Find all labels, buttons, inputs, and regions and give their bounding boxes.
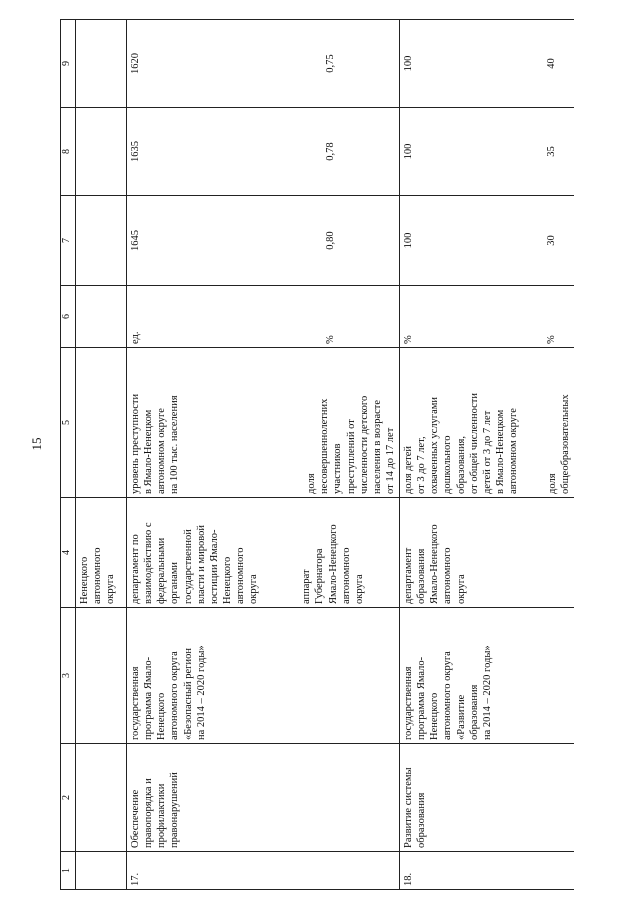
executor-primary: департамент по взаимодействию с федеральными органами государственной власти и мировой юстиции Ямало- Ненецкого автономного округа	[130, 522, 260, 604]
table-row-continuation	[76, 20, 127, 890]
value-8b: 35	[545, 146, 557, 157]
col-header-5: 5	[61, 348, 76, 498]
cell-num: 17.	[127, 852, 400, 890]
value-7a: 100	[403, 232, 414, 249]
cell-indicator	[400, 348, 575, 498]
cell-executor: департамент образования Ямало-Ненецкого автономного округа	[400, 498, 575, 608]
unit-b: %	[324, 335, 336, 344]
cell-goal: Развитие системы образования	[400, 744, 575, 852]
cell-executor	[127, 498, 400, 608]
col-header-6: 6	[61, 286, 76, 348]
table-row-18	[400, 20, 575, 890]
col-header-7: 7	[61, 196, 76, 286]
cell-value-8	[76, 108, 127, 196]
cell-value-9	[127, 20, 400, 108]
table-row-17	[127, 20, 400, 890]
cell-unit	[400, 286, 575, 348]
value-7a: 1645	[130, 230, 141, 251]
cell-value-8	[400, 108, 575, 196]
value-9a: 100	[403, 55, 414, 72]
col-header-3: 3	[61, 608, 76, 744]
cell-executor: Ненецкого автономного округа	[76, 498, 127, 608]
cell-program: государственная программа Ямало- Ненецкого автономного округа «Развитие образования на 2014 – 2020 годы»	[400, 608, 575, 744]
value-9b: 40	[545, 58, 557, 69]
value-7b: 0,80	[324, 231, 336, 250]
cell-unit	[76, 286, 127, 348]
value-8a: 100	[403, 143, 414, 160]
unit-b: %	[545, 335, 557, 344]
cell-goal: Обеспечение правопорядка и профилактики правонарушений	[127, 744, 400, 852]
executor-secondary: аппарат Губернатора Ямало-Ненецкого автономного округа	[301, 524, 365, 604]
table-wrapper	[60, 20, 580, 890]
value-7b: 30	[545, 235, 557, 246]
value-9a: 1620	[130, 53, 141, 74]
cell-value-7	[127, 196, 400, 286]
column-numbers-row	[61, 20, 76, 890]
col-header-2: 2	[61, 744, 76, 852]
indicator-general-education: доля общеобразовательных	[546, 394, 571, 494]
cell-num	[76, 852, 127, 890]
cell-program	[76, 608, 127, 744]
cell-unit	[127, 286, 400, 348]
page-number: 15	[29, 437, 44, 451]
col-header-9: 9	[61, 20, 76, 108]
indicator-crime-level: уровень преступности в Ямало-Ненецком автономном округе на 100 тыс. населения	[130, 393, 181, 494]
cell-value-9	[76, 20, 127, 108]
indicator-juvenile-share: доля несовершеннолетних участников преступлений от численности детского населения в возрасте от 14 до 17 лет	[306, 395, 396, 494]
cell-value-8	[127, 108, 400, 196]
cell-goal	[76, 744, 127, 852]
value-8a: 1635	[130, 141, 141, 162]
indicators-table	[60, 19, 574, 890]
indicator-preschool-share: доля детей от 3 до 7 лет, охваченных услугами дошкольного образования, от общей численности детей от 3 до 7 лет в Ямало-Ненецком автономном округе	[403, 393, 519, 494]
col-header-4: 4	[61, 498, 76, 608]
cell-program: государственная программа Ямало- Ненецкого автономного округа «Безопасный регион на 2014 – 2020 годы»	[127, 608, 400, 744]
cell-value-7	[400, 196, 575, 286]
col-header-8: 8	[61, 108, 76, 196]
col-header-1: 1	[61, 852, 76, 890]
value-9b: 0,75	[324, 54, 336, 73]
rotated-page	[60, 20, 580, 890]
cell-num: 18.	[400, 852, 575, 890]
value-8b: 0,78	[324, 142, 336, 161]
cell-value-9	[400, 20, 575, 108]
unit-a: %	[403, 335, 414, 344]
unit-a: ед.	[130, 331, 141, 344]
cell-indicator	[76, 348, 127, 498]
cell-indicator	[127, 348, 400, 498]
cell-value-7	[76, 196, 127, 286]
